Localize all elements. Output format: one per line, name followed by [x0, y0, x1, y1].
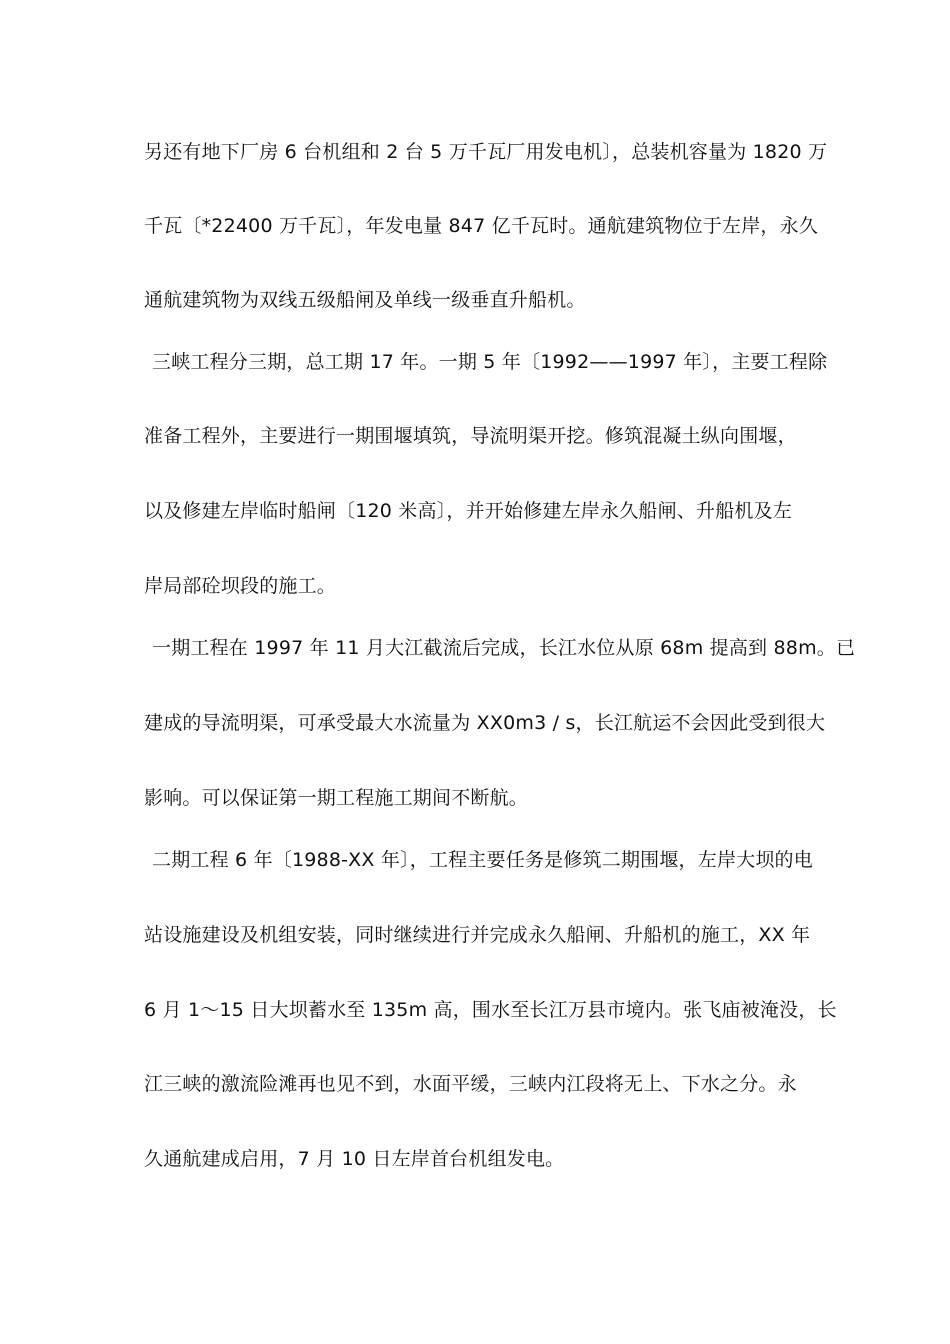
text-line: 影响。可以保证第一期工程施工期间不断航。 — [144, 787, 529, 809]
text-line: 站设施建设及机组安装，同时继续进行并完成永久船闸、升船机的施工，XX 年 — [144, 924, 811, 946]
text-line: 千瓦〔*22400 万千瓦〕，年发电量 847 亿千瓦时。通航建筑物位于左岸，永久 — [144, 215, 819, 237]
paragraph-first-line: 一期工程在 1997 年 11 月大江截流后完成，长江水位从原 68m 提高到 88m。已 — [152, 637, 856, 659]
text-line: 岸局部砼坝段的施工。 — [144, 575, 337, 597]
text-line: 6 月 1～15 日大坝蓄水至 135m 高，围水至长江万县市境内。张飞庙被淹没，长 — [144, 999, 837, 1021]
text-line: 准备工程外，主要进行一期围堰填筑，导流明渠开挖。修筑混凝土纵向围堰， — [144, 425, 797, 447]
text-line: 久通航建成启用，7 月 10 日左岸首台机组发电。 — [144, 1148, 565, 1170]
text-line: 江三峡的激流险滩再也见不到，水面平缓，三峡内江段将无上、下水之分。永 — [144, 1073, 797, 1095]
text-line: 以及修建左岸临时船闸〔120 米高〕，并开始修建左岸永久船闸、升船机及左 — [144, 500, 793, 522]
text-line: 建成的导流明渠，可承受最大水流量为 XX0m3 / s，长江航运不会因此受到很大 — [144, 712, 826, 734]
text-line: 通航建筑物为双线五级船闸及单线一级垂直升船机。 — [144, 289, 586, 311]
paragraph-first-line: 三峡工程分三期，总工期 17 年。一期 5 年〔1992——1997 年〕，主要工程除 — [152, 351, 828, 373]
text-line: 另还有地下厂房 6 台机组和 2 台 5 万千瓦厂用发电机〕，总装机容量为 1820 万 — [144, 141, 828, 163]
paragraph-first-line: 二期工程 6 年〔1988-XX 年〕，工程主要任务是修筑二期围堰，左岸大坝的电 — [152, 849, 813, 871]
